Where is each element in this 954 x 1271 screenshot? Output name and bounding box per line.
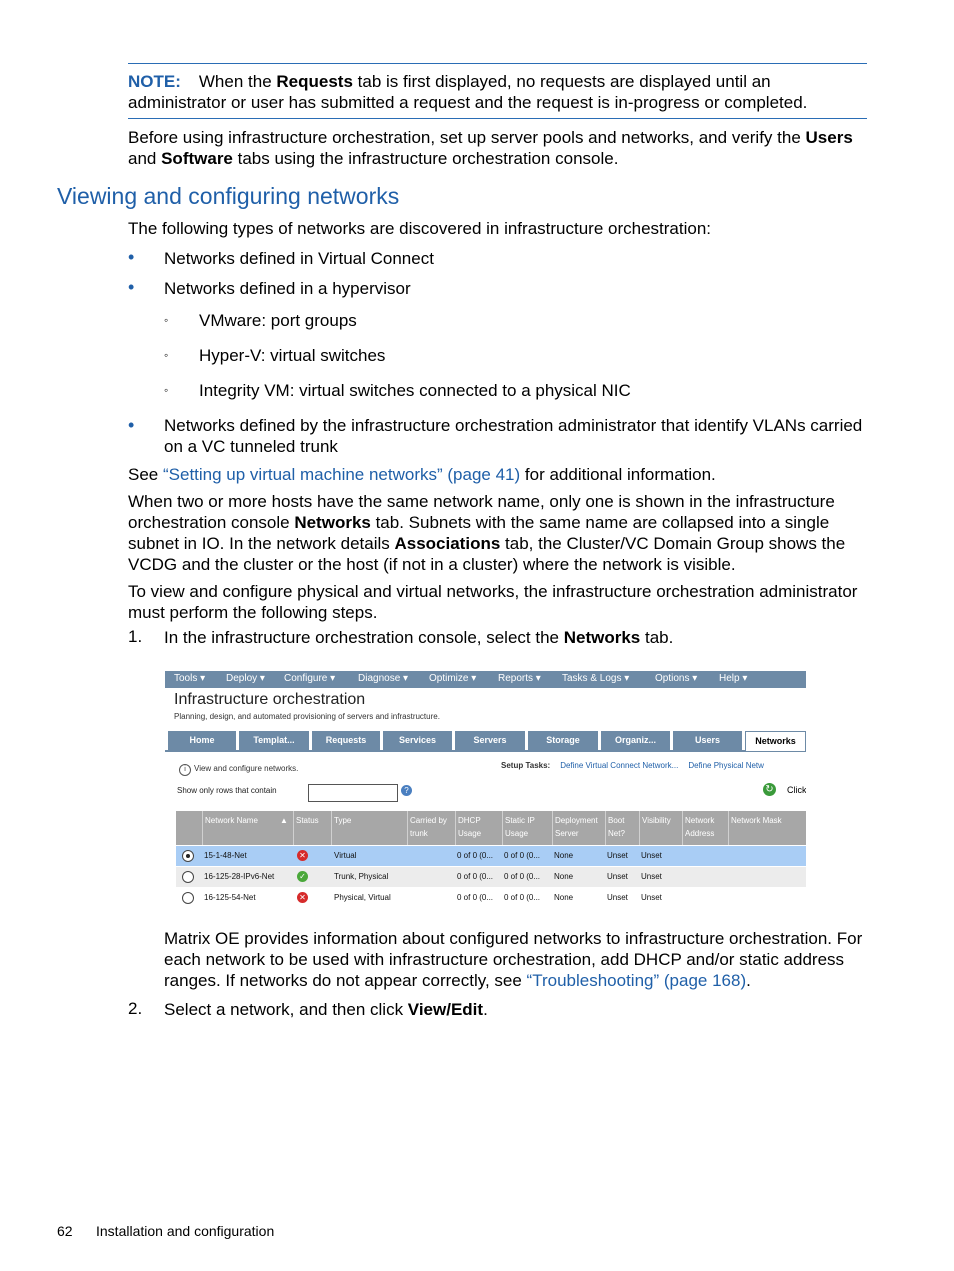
define-vc-network-link[interactable]: Define Virtual Connect Network... bbox=[560, 761, 679, 770]
cell-static: 0 of 0 (0... bbox=[504, 872, 541, 881]
col-deployment-server[interactable]: Deployment Server bbox=[555, 816, 598, 838]
col-dhcp-usage[interactable]: DHCP Usage bbox=[458, 816, 482, 838]
info-line bbox=[179, 764, 298, 776]
step1-text: In the infrastructure orchestration console, select the bbox=[164, 628, 564, 647]
types-intro: The following types of networks are discovered in infrastructure orchestration: bbox=[128, 219, 711, 238]
cell-deployment: None bbox=[554, 872, 574, 881]
console-screenshot bbox=[165, 671, 806, 908]
see-paragraph bbox=[128, 464, 867, 485]
cell-dhcp: 0 of 0 (0... bbox=[457, 851, 494, 860]
tab-servers[interactable]: Servers bbox=[455, 731, 525, 750]
step-number: 1. bbox=[128, 627, 143, 646]
col-static-ip-usage[interactable]: Static IP Usage bbox=[505, 816, 535, 838]
intro-text-3: tabs using the infrastructure orchestration console. bbox=[232, 149, 619, 168]
sub-bullet-item: Integrity VM: virtual switches connected to a physical NIC bbox=[199, 381, 631, 400]
sub-bullet-marker: ◦ bbox=[164, 383, 169, 397]
col-visibility[interactable]: Visibility bbox=[642, 816, 671, 825]
note-bold: Requests bbox=[276, 72, 353, 91]
cell-visibility: Unset bbox=[641, 872, 662, 881]
col-boot-net[interactable]: Boot Net? bbox=[608, 816, 625, 838]
bullet-marker: • bbox=[128, 277, 135, 297]
intro-bold-users: Users bbox=[805, 128, 853, 147]
troubleshooting-link[interactable]: “Troubleshooting” (page 168) bbox=[526, 971, 747, 990]
hosts-text: When two or more hosts have the same network name, only one is shown in the infrastructure orchestration console bbox=[128, 492, 835, 532]
row-radio[interactable] bbox=[182, 892, 194, 904]
header-divider bbox=[331, 811, 332, 845]
filter-input[interactable] bbox=[308, 784, 398, 802]
step2-text-2: . bbox=[483, 1000, 488, 1019]
col-carried-by-trunk[interactable]: Carried by trunk bbox=[410, 816, 447, 838]
col-network-name[interactable]: Network Name bbox=[205, 816, 258, 825]
ok-icon: ✓ bbox=[297, 871, 308, 882]
cell-network-name: 15-1-48-Net bbox=[204, 851, 247, 860]
tab-bar bbox=[165, 731, 806, 752]
col-network-address[interactable]: Network Address bbox=[685, 816, 715, 838]
cell-network-name: 16-125-28-IPv6-Net bbox=[204, 872, 275, 881]
header-divider bbox=[293, 811, 294, 845]
bullet-item: Networks defined in a hypervisor bbox=[164, 279, 411, 298]
sub-bullet-item: Hyper-V: virtual switches bbox=[199, 346, 386, 365]
intro-text: Before using infrastructure orchestration, set up server pools and networks, and verify the bbox=[128, 128, 806, 147]
step-2 bbox=[164, 999, 867, 1020]
step1-text-2: tab. bbox=[640, 628, 674, 647]
section-title: Viewing and configuring networks bbox=[57, 183, 400, 209]
header-divider bbox=[552, 811, 553, 845]
cell-boot: Unset bbox=[607, 872, 628, 881]
menu-diagnose[interactable]: Diagnose ▾ bbox=[358, 673, 409, 684]
row-radio[interactable] bbox=[182, 850, 194, 862]
table-row[interactable] bbox=[176, 846, 806, 866]
note-text-2: tab is first displayed, no requests are displayed until an administrator or user has submitted a request and the request is in-progress or completed. bbox=[128, 72, 808, 112]
click-text: Click bbox=[787, 785, 806, 795]
bullet-item: Networks defined by the infrastructure orchestration administrator that identify VLANs carried on a VC tunneled trunk bbox=[164, 416, 863, 456]
cell-deployment: None bbox=[554, 893, 574, 902]
menu-help[interactable]: Help ▾ bbox=[719, 673, 748, 684]
intro-bold-software: Software bbox=[161, 149, 233, 168]
bullet-marker: • bbox=[128, 247, 135, 267]
cell-type: Physical, Virtual bbox=[334, 893, 391, 902]
step2-text: Select a network, and then click bbox=[164, 1000, 408, 1019]
cell-type: Trunk, Physical bbox=[334, 872, 389, 881]
tab-templates[interactable]: Templat... bbox=[239, 731, 309, 750]
menu-tasks-logs[interactable]: Tasks & Logs ▾ bbox=[562, 673, 630, 684]
note-top-rule bbox=[128, 63, 867, 64]
filter-label: Show only rows that contain bbox=[177, 786, 277, 795]
header-divider bbox=[682, 811, 683, 845]
table-row[interactable] bbox=[176, 867, 806, 887]
hosts-text-3: tab, the Cluster/VC Domain Group shows the VCDG and the cluster or the host (if not in a cluster) where the network is visible. bbox=[128, 534, 846, 574]
tab-services[interactable]: Services bbox=[383, 731, 452, 750]
note-bottom-rule bbox=[128, 118, 867, 119]
col-type[interactable]: Type bbox=[334, 816, 352, 825]
cell-type: Virtual bbox=[334, 851, 357, 860]
tab-networks[interactable]: Networks bbox=[745, 731, 806, 751]
step1-bold: Networks bbox=[563, 628, 641, 647]
filter-go-icon[interactable]: ? bbox=[401, 785, 412, 796]
bullet-marker: • bbox=[128, 415, 135, 435]
row-radio[interactable] bbox=[182, 871, 194, 883]
menu-reports[interactable]: Reports ▾ bbox=[498, 673, 541, 684]
cell-deployment: None bbox=[554, 851, 574, 860]
cell-static: 0 of 0 (0... bbox=[504, 851, 541, 860]
page-number: 62 bbox=[57, 1223, 73, 1239]
see-text-2: for additional information. bbox=[520, 465, 716, 484]
note-label: NOTE: bbox=[128, 72, 181, 91]
setup-tasks bbox=[501, 761, 764, 770]
menu-bar bbox=[165, 671, 806, 688]
header-divider bbox=[728, 811, 729, 845]
cell-visibility: Unset bbox=[641, 851, 662, 860]
cell-dhcp: 0 of 0 (0... bbox=[457, 872, 494, 881]
bullet-item: Networks defined in Virtual Connect bbox=[164, 249, 434, 268]
intro-text-2: and bbox=[128, 149, 162, 168]
menu-deploy[interactable]: Deploy ▾ bbox=[226, 673, 265, 684]
matrix-paragraph bbox=[164, 928, 867, 991]
menu-optimize[interactable]: Optimize ▾ bbox=[429, 673, 477, 684]
header-divider bbox=[502, 811, 503, 845]
footer-section: Installation and configuration bbox=[96, 1223, 275, 1239]
step-1 bbox=[164, 627, 867, 648]
hosts-text-2: tab. Subnets with the same name are collapsed into a single subnet in IO. In the network details bbox=[128, 513, 830, 553]
header-divider bbox=[639, 811, 640, 845]
see-text: See bbox=[128, 465, 163, 484]
info-icon: i bbox=[179, 764, 191, 776]
col-network-mask[interactable]: Network Mask bbox=[731, 816, 782, 825]
header-divider bbox=[202, 811, 203, 845]
header-divider bbox=[455, 811, 456, 845]
table-header bbox=[176, 811, 806, 845]
sub-bullet-item: VMware: port groups bbox=[199, 311, 357, 330]
intro-paragraph bbox=[128, 127, 867, 169]
hosts-paragraph bbox=[128, 491, 867, 575]
cell-boot: Unset bbox=[607, 851, 628, 860]
menu-configure[interactable]: Configure ▾ bbox=[284, 673, 336, 684]
error-icon: ✕ bbox=[297, 892, 308, 903]
tab-users[interactable]: Users bbox=[673, 731, 742, 750]
sort-icon[interactable]: ▲ bbox=[280, 816, 288, 825]
steps-intro: To view and configure physical and virtual networks, the infrastructure orchestration administrator must perform the following steps. bbox=[128, 582, 858, 622]
header-divider bbox=[605, 811, 606, 845]
setup-tasks-label: Setup Tasks: bbox=[501, 761, 551, 770]
cell-dhcp: 0 of 0 (0... bbox=[457, 893, 494, 902]
cell-visibility: Unset bbox=[641, 893, 662, 902]
menu-options[interactable]: Options ▾ bbox=[655, 673, 698, 684]
refresh-icon[interactable]: ↻ bbox=[763, 783, 776, 796]
matrix-text-2: . bbox=[746, 971, 751, 990]
step2-bold: View/Edit bbox=[407, 1000, 484, 1019]
table-row[interactable] bbox=[176, 888, 806, 908]
tab-requests[interactable]: Requests bbox=[312, 731, 380, 750]
hosts-bold-networks: Networks bbox=[294, 513, 371, 532]
cell-static: 0 of 0 (0... bbox=[504, 893, 541, 902]
note-text: When the bbox=[198, 72, 277, 91]
menu-tools[interactable]: Tools ▾ bbox=[174, 673, 206, 684]
error-icon: ✕ bbox=[297, 850, 308, 861]
tab-home[interactable]: Home bbox=[168, 731, 236, 750]
cell-boot: Unset bbox=[607, 893, 628, 902]
col-status[interactable]: Status bbox=[296, 816, 319, 825]
sub-bullet-marker: ◦ bbox=[164, 313, 169, 327]
note bbox=[128, 71, 867, 113]
sub-bullet-marker: ◦ bbox=[164, 348, 169, 362]
matrix-text: Matrix OE provides information about configured networks to infrastructure orchestration. For each network to be used with infrastructure orchestration, add DHCP and/or static address ranges. If networks do not appear correctly, see bbox=[164, 929, 863, 990]
app-subtitle: Planning, design, and automated provisioning of servers and infrastructure. bbox=[174, 712, 440, 721]
setup-vm-networks-link[interactable]: “Setting up virtual machine networks” (page 41) bbox=[162, 465, 521, 484]
cell-network-name: 16-125-54-Net bbox=[204, 893, 256, 902]
hosts-bold-associations: Associations bbox=[394, 534, 501, 553]
info-text: View and configure networks. bbox=[194, 764, 299, 773]
step-number: 2. bbox=[128, 999, 143, 1018]
tab-storage[interactable]: Storage bbox=[528, 731, 598, 750]
app-title: Infrastructure orchestration bbox=[174, 691, 366, 708]
define-physical-network-link[interactable]: Define Physical Netw bbox=[688, 761, 764, 770]
tab-organizations[interactable]: Organiz... bbox=[601, 731, 670, 750]
header-divider bbox=[407, 811, 408, 845]
